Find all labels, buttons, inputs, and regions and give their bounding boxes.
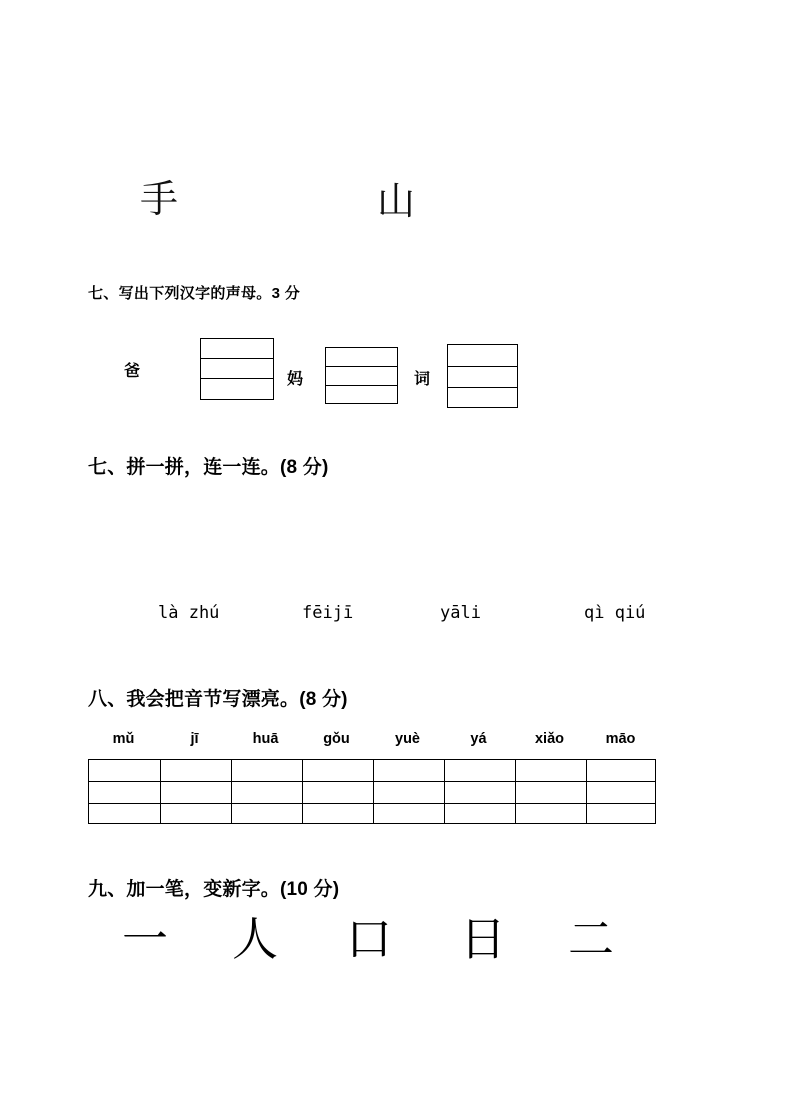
pinyin-guide-line (448, 387, 517, 388)
add-stroke-character: 口 (346, 912, 392, 966)
grid-column-divider (373, 760, 374, 823)
four-line-answer-box[interactable] (200, 338, 274, 400)
four-line-answer-box[interactable] (325, 347, 398, 404)
add-stroke-character: 一 (122, 912, 168, 966)
grid-row-divider (89, 781, 655, 782)
match-word[interactable]: yāli (440, 603, 481, 623)
match-word[interactable]: là zhú (158, 603, 220, 623)
shengmu-answer-row (0, 330, 790, 415)
pinyin-guide-line (201, 378, 273, 379)
pinyin-guide-line (448, 366, 517, 367)
syllable-label: huā (252, 731, 279, 747)
add-stroke-character-row (0, 910, 790, 980)
syllable-label: mǔ (112, 731, 135, 747)
match-word[interactable]: qì qiú (584, 603, 646, 623)
syllable-label: yá (470, 731, 487, 747)
grid-column-divider (302, 760, 303, 823)
syllable-writing-grid[interactable] (88, 759, 656, 824)
section-heading-syllables: 八、我会把音节写漂亮。(8 分) (88, 689, 348, 710)
syllable-label-row (88, 729, 656, 753)
pinyin-guide-line (326, 366, 397, 367)
four-line-answer-box[interactable] (447, 344, 518, 408)
handwriting-character: 手 (140, 177, 179, 221)
add-stroke-character: 日 (460, 912, 506, 966)
section-heading-match: 七、拼一拼，连一连。(8 分) (88, 457, 329, 478)
syllable-label: gǒu (323, 731, 350, 747)
grid-column-divider (160, 760, 161, 823)
shengmu-prompt-character: 妈 (287, 371, 304, 388)
grid-column-divider (515, 760, 516, 823)
syllable-label: xiǎo (534, 731, 564, 747)
grid-column-divider (231, 760, 232, 823)
section-heading-shengmu: 七、写出下列汉字的声母。3 分 (88, 285, 301, 302)
shengmu-prompt-character: 词 (414, 371, 431, 388)
syllable-label: jī (190, 731, 199, 747)
pinyin-guide-line (326, 385, 397, 386)
match-word[interactable]: fēijī (302, 603, 354, 623)
add-stroke-character: 人 (232, 912, 278, 966)
match-word-row (0, 602, 790, 632)
pinyin-guide-line (201, 358, 273, 359)
grid-column-divider (444, 760, 445, 823)
grid-column-divider (586, 760, 587, 823)
syllable-label: māo (605, 731, 636, 747)
add-stroke-character: 二 (568, 912, 614, 966)
syllable-label: yuè (395, 731, 420, 747)
grid-row-divider (89, 803, 655, 804)
section-heading-add-stroke: 九、加一笔，变新字。(10 分) (88, 879, 340, 900)
handwriting-character-row (0, 176, 790, 234)
shengmu-prompt-character: 爸 (124, 363, 141, 380)
handwriting-character: 山 (377, 179, 416, 223)
